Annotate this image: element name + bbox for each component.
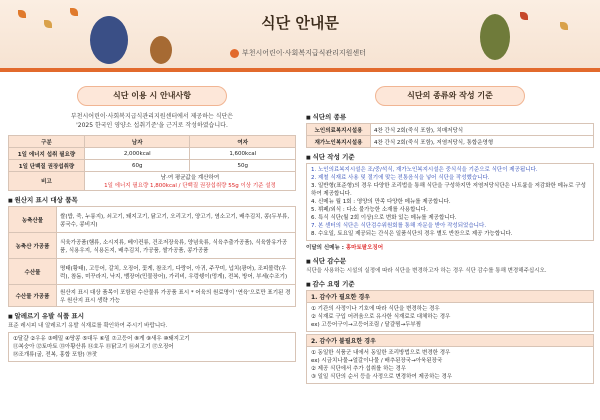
logo-icon xyxy=(230,49,239,58)
child-illustration xyxy=(90,16,128,64)
leaf-decoration xyxy=(44,20,52,28)
guide-section-title: ■ 식단 감수문 xyxy=(306,256,594,265)
page-header xyxy=(0,0,600,72)
table-row: 농축산 가공품 식육가공품(햄류, 소시지류, 베이컨류, 건조저장육류, 양념육류, 식육추출가공품), 식육함유가공품, 식용우지, 식용돈지, 배추김치, 가공품, 쌀가공품, 콩가공품 xyxy=(9,233,296,259)
sub1-heading: 1. 감수가 필요한 경우 xyxy=(306,290,594,302)
table-row: 1일 에너지 섭취 필요량 2,000kcal 1,600kcal xyxy=(9,148,296,160)
right-heading: 식단의 종류와 작성 기준 xyxy=(375,86,525,106)
right-column xyxy=(306,86,594,416)
child-illustration xyxy=(480,14,510,60)
table-row: 수산물 명태(황태), 고등어, 갈치, 오징어, 꽃게, 참조기, 다랑어, 아귀, 주꾸미, 넙치(광어), 조피볼락(우럭), 참돔, 미꾸라지, 낙지, 뱀장어(민물장어), 가리비, 우렁쉥이(멍게), 전복, 방어, 부세(수조기) xyxy=(9,259,296,285)
origin-section-title: ■ 원산지 표시 대상 품목 xyxy=(8,195,296,204)
substitute-section-title: ■ 감수 요령 기준 xyxy=(306,279,594,288)
leaf-decoration xyxy=(70,8,78,16)
types-section-title: ■ 식단의 종류 xyxy=(306,112,594,121)
table-row: 수산물 가공품 원산지 표시 대상 품목이 포함된 수산물류 가공품 표시 * 어육의 원료명이 '연육'으로만 표기된 경우 원산지 표시 생략 가능 xyxy=(9,285,296,307)
allergy-list: ①달걀 ②우유 ③메밀 ④땅콩 ⑤대두 ⑥밀 ⑦고등어 ⑧게 ⑨새우 ⑩돼지고기 ⑪복숭아 ⑫토마토 ⑬아황산류 ⑭호두 ⑮닭고기 ⑯쇠고기 ⑰오징어 ⑱조개류(굴, 전복, 홍합 포함) ⑲잣 xyxy=(8,332,296,362)
leaf-decoration xyxy=(560,22,568,30)
table-row: 재가노인복지시설용 4찬 간식 2회(죽식 포함), 저염저당식, 통합운영형 xyxy=(307,136,594,148)
leaf-decoration xyxy=(520,12,528,20)
sub2-list: ① 동일한 식품군 내에서 동일한 조리방법으로 변경한 경우 ex) 시금치나물→얼갈이나물 / 배추된장국→아욱된장국 ② 제공 식단에서 추가 섭취를 하는 경우 ③ 일일 식단의 순서 등을 사정으로 변경하여 제공하는 경우 xyxy=(306,346,594,384)
allergy-section-title: ■ 알레르기 유발 식품 표시 xyxy=(8,311,296,320)
nutrition-table: 구분 남자 여자 1일 에너지 섭취 필요량 2,000kcal 1,600kcal 1일 단백질 권장섭취량 60g 50g 비고 남·여 평균값을 계산하여 1일 에너지 필요량 1,800kcal / 단백질 권장섭취량 55g 이상 기준 설정 xyxy=(8,135,296,191)
squirrel-illustration xyxy=(150,36,172,64)
page-title: 식단 안내문 xyxy=(261,14,339,32)
sub2-heading: 2. 감수가 불필요한 경우 xyxy=(306,334,594,346)
types-table xyxy=(306,123,594,148)
new-menu-line: 이달의 신메뉴 : 홍마토팥오징어 xyxy=(306,245,384,251)
origin-table xyxy=(8,206,296,307)
table-row: 노인의료복지시설용 4찬 간식 2회(죽식 포함), 치매저당식 xyxy=(307,124,594,136)
table-row: 농축산물 쌀(밥, 죽, 누룽지), 쇠고기, 돼지고기, 닭고기, 오리고기, 양고기, 염소고기, 배추김치, 콩(두부류, 콩국수, 콩비지) xyxy=(9,207,296,233)
guide-text: 식단을 사용하는 시설의 실정에 따라 식단을 변경하고자 하는 경우 식단 감수를 통해 변경해주십시오. xyxy=(306,268,547,274)
criteria-section-title: ■ 식단 작성 기준 xyxy=(306,152,594,161)
leaf-decoration xyxy=(18,10,26,18)
criteria-list: 1. 노인의료복지시설은 조/중/석식, 재가노인복지시설은 중식식을 기준으로 식단이 제공됩니다. 2. 제철 식재료 사용 및 절기에 맞는 전통음식을 넣어 식단을 작성했습니다. 3. 일반형(표준형)의 경우 다양한 조리법을 통해 식단을 구성하지만 저염저당식단은 나트륨을 저감화한 메뉴로 구성하여 제공합니다. 4. 신메뉴 월 1회 : 영양의 만족 다양한 메뉴를 제공합니다. 5. 뷔페/외식 : 다소 불가능한 소재를 사용합니다. 6. 특식 식단(월 2회 이상)으로 변화 있는 메뉴를 제공합니다. 7. 본 센터의 식단은 식단검수위원회를 통해 자문을 받아 작성되었습니다. 8. 수요일, 토요일 제공되는 간식은 일품식단의 경우 별도 반찬으로 제공 가능합니다. xyxy=(306,163,594,241)
left-column xyxy=(8,86,296,416)
organization-name: 부천시어린이·사회복지급식관리지원센터 xyxy=(230,48,400,58)
allergy-intro: 표준 레시피 내 알레르기 유발 식재료를 확인하여 주시기 바랍니다. xyxy=(8,323,168,329)
table-row: 1일 단백질 권장섭취량 60g 50g xyxy=(9,160,296,172)
left-heading: 식단 이용 시 안내사항 xyxy=(77,86,227,106)
table-row: 비고 남·여 평균값을 계산하여 1일 에너지 필요량 1,800kcal / 단백질 권장섭취량 55g 이상 기준 설정 xyxy=(9,172,296,191)
intro-text: 부천시어린이·사회복지급식관리지원센터에서 제공하는 식단은 '2025 한국인 영양소 섭취기준'을 근거로 작성하였습니다. xyxy=(70,113,234,129)
sub1-list: ① 기관의 사정이나 기호에 따라 식단을 변경하는 경우 ② 식재료 구입 어려움으로 유사한 식재료로 대체하는 경우 ex) 고등어구이→고등어조림 / 달걀찜→두부찜 xyxy=(306,302,594,332)
